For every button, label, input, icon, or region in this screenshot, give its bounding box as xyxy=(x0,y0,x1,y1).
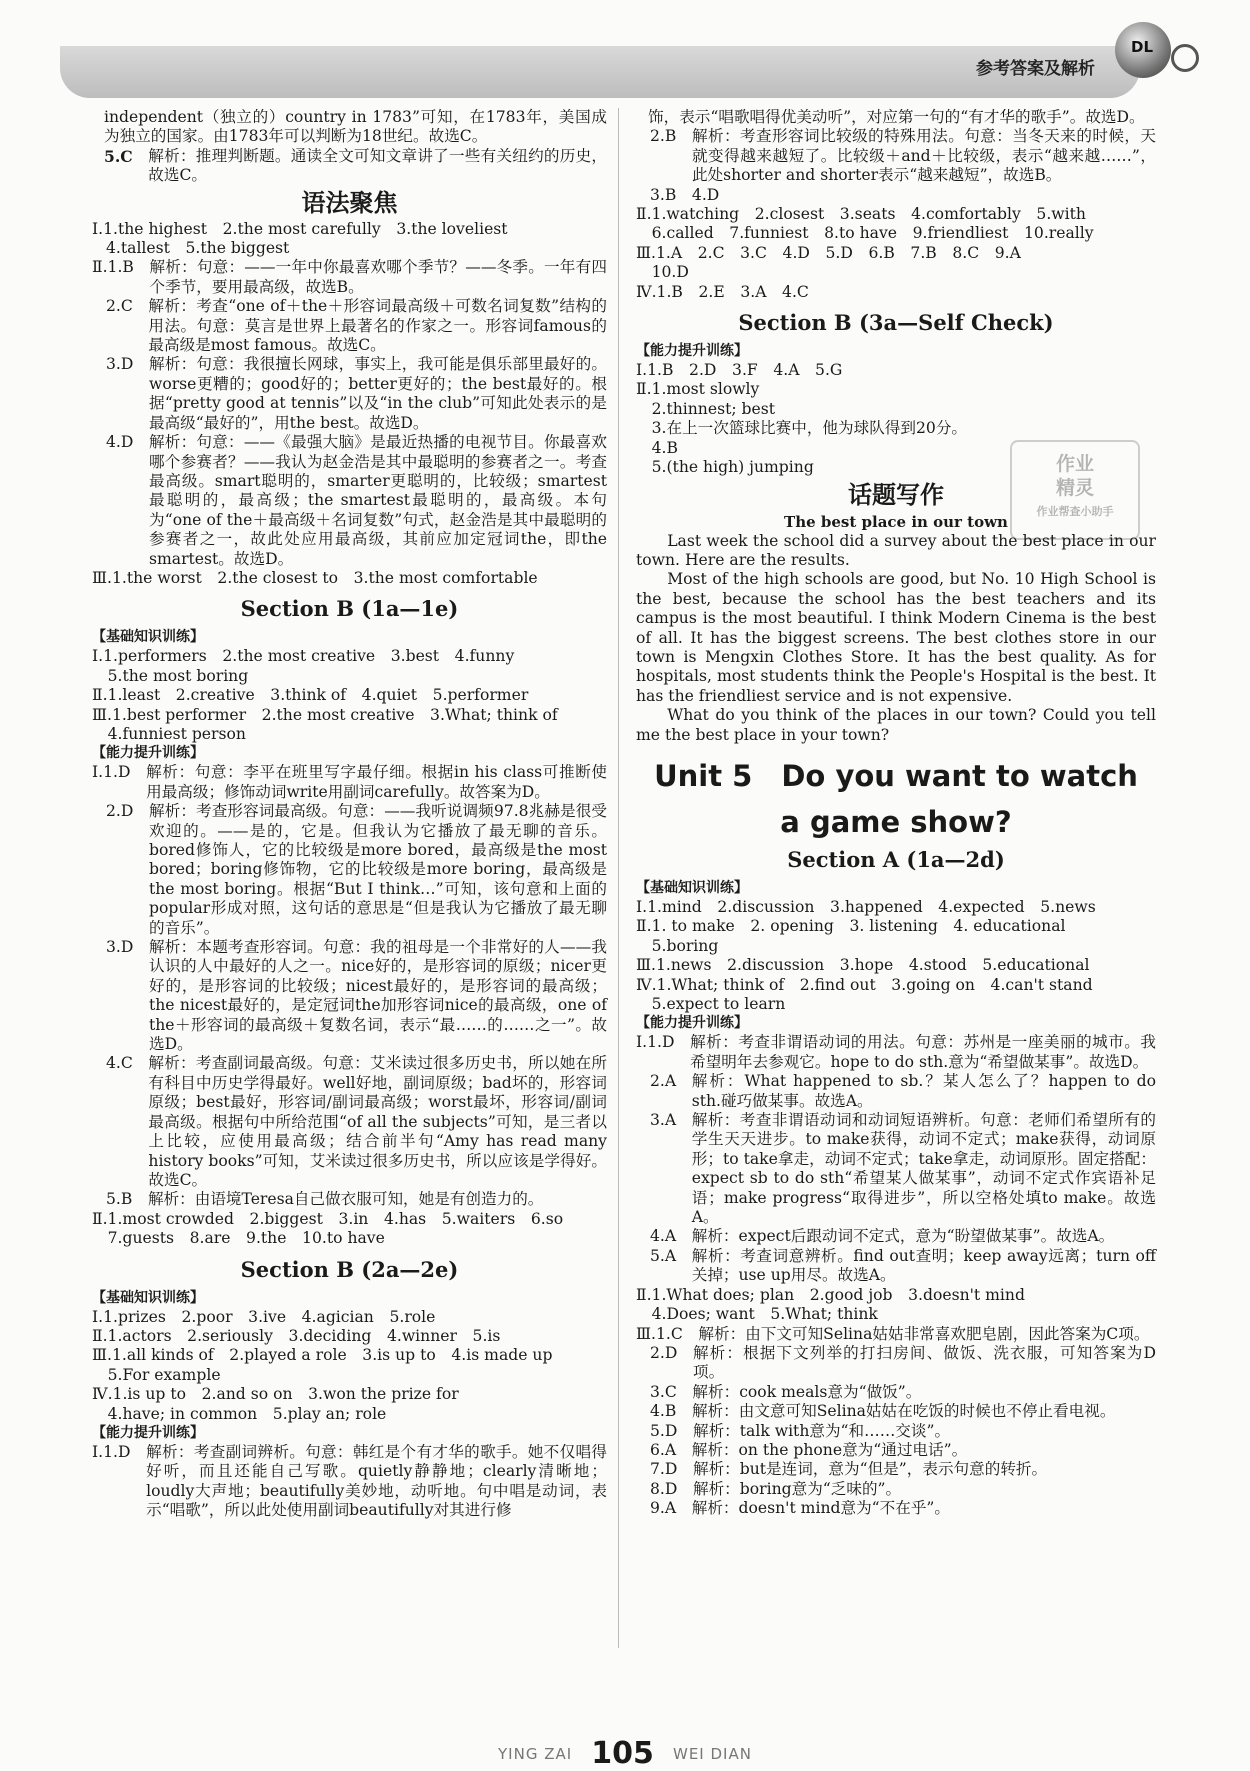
answer-item: 3.A 解析：考查非谓语动词和动词短语辨析。句意：老师们希望所有的学生天天进步。to make获得，动词不定式；make获得，动词原形；to take拿走，动词不定式；take拿走，动词原形。固定搭配：expect sb to do sth“希望某人做某事”，动词不定式作宾语补足语；make progress“取得进步”，所以空格处填to make。故选A。 xyxy=(650,1111,1156,1227)
answer-line: 4.Does; want 5.What; think xyxy=(636,1305,878,1324)
answer-item: 5.A 解析：考查词意辨析。find out查明；keep away远离；turn off关掉；use up用尽。故选A。 xyxy=(650,1246,1156,1285)
ability-tag: 【能力提升训练】 xyxy=(92,745,204,762)
answer-line: Ⅰ.1.prizes 2.poor 3.ive 4.agician 5.role xyxy=(92,1307,436,1326)
page-footer xyxy=(0,1736,1250,1771)
answer-line: Ⅲ.1.all kinds of 2.played a role 3.is up to 4.is made up xyxy=(92,1346,553,1365)
writing-heading: 话题写作 xyxy=(848,480,944,509)
ability-tag: 【能力提升训练】 xyxy=(636,1015,748,1032)
intro-text: independent（独立的）country in 1783”可知，在1783年，美国成为独立的国家。由1783年可以判断为18世纪。故选C。 xyxy=(104,108,607,146)
section-heading: Section B (1a—1e) xyxy=(240,596,459,622)
section-heading: Section A (1a—2d) xyxy=(787,846,1005,872)
answer-item: 2.D 解析：考查形容词最高级。句意：——我听说调频97.8兆赫是很受欢迎的。——是的，它是。但我认为它播放了最无聊的音乐。bored修饰人，它的比较级是more bored，最高级是the most bored；boring修饰物，它的比较级是more boring，最高级是the most boring。根据“But I think…”可知，该句意和上面的popular形成对照，这句话的意思是“但是我认为它播放了最无聊的音乐”。 xyxy=(106,802,607,937)
answer-line: 3.在上一次篮球比赛中，他为球队得到20分。 xyxy=(636,419,968,438)
answer-line: 3.B 4.D xyxy=(650,185,720,204)
essay-title: The best place in our town xyxy=(784,512,1008,531)
footer-right: WEI DIAN xyxy=(673,1744,752,1763)
answer-line: Ⅱ.1.watching 2.closest 3.seats 4.comfortably 5.with xyxy=(636,205,1086,224)
answer-item: 3.D 解析：本题考查形容词。句意：我的祖母是一个非常好的人——我认识的人中最好的人之一。nice好的，是形容词的原级；nicer更好的，是形容词的比较级；nicest最好的，是形容词的最高级；the nicest最好的，是定冠词the加形容词nice的最高级，one of the＋形容词的最高级＋复数名词，表示“最……的……之一”。故选D。 xyxy=(106,938,607,1054)
page-number: 105 xyxy=(591,1736,654,1771)
dl-logo-icon: DL xyxy=(1095,14,1205,84)
answer-item: 7.D 解析：but是连词，意为“但是”，表示句意的转折。 xyxy=(650,1460,1048,1479)
section-heading: Section B (3a—Self Check) xyxy=(738,310,1054,336)
answer-line: 5.For example xyxy=(92,1365,221,1384)
column-divider xyxy=(618,108,619,1648)
answer-line: Ⅲ.1.news 2.discussion 3.hope 4.stood 5.educational xyxy=(636,956,1090,975)
section-heading: Section B (2a—2e) xyxy=(240,1256,459,1282)
answer-item: 3.D 解析：句意：我很擅长网球，事实上，我可能是俱乐部里最好的。worse更糟的；good好的；better更好的；the best最好的。根据“pretty good at tennis”以及“in the club”可知此处表示的是最高级“最好的”，用the best。故选D。 xyxy=(106,355,607,432)
answer-item: 4.D 解析：句意：——《最强大脑》是最近热播的电视节目。你最喜欢哪个参赛者？——我认为赵金浩是其中最聪明的参赛者之一。考查最高级。smart聪明的，smarter更聪明的，比较级；smartest最聪明的，最高级；the smartest最聪明的，最高级。本句为“one of the＋最高级＋名词复数”句式，赵金浩是其中最聪明的参赛者之一，故此处应用最高级，其前应加定冠词the，即the smartest。故选D。 xyxy=(106,433,607,568)
answer-line: Ⅱ.1. to make 2. opening 3. listening 4. educational xyxy=(636,917,1066,936)
answer-line: 6.called 7.funniest 8.to have 9.friendliest 10.really xyxy=(636,224,1094,243)
unit-title-line2: a game show? xyxy=(780,804,1012,839)
ability-tag: 【能力提升训练】 xyxy=(92,1424,204,1441)
answer-line: 4.tallest 5.the biggest xyxy=(106,239,290,258)
answer-item: 3.C 解析：cook meals意为“做饭”。 xyxy=(650,1382,922,1401)
answer-line: Ⅲ.1.A 2.C 3.C 4.D 5.D 6.B 7.B 8.C 9.A xyxy=(636,243,1021,262)
answer-line: Ⅳ.1.is up to 2.and so on 3.won the prize for xyxy=(92,1385,459,1404)
answer-line: 5.(the high) jumping xyxy=(636,458,814,477)
answer-item: Ⅰ.1.D 解析：考查副词辨析。句意：韩红是个有才华的歌手。她不仅唱得好听，而且还能自己写歌。quietly静静地；clearly清晰地；loudly大声地；beautifully美妙地，动听地。句中唱是动词，表示“唱歌”，所以此处使用副词beautifully对其进行修 xyxy=(92,1442,607,1520)
continued-text: 饰，表示“唱歌唱得优美动听”，对应第一句的“有才华的歌手”。故选D。 xyxy=(648,108,1145,126)
answer-line: Ⅰ.1.mind 2.discussion 3.happened 4.expected 5.news xyxy=(636,897,1096,916)
answer-line: Ⅰ.1.the highest 2.the most carefully 3.the loveliest xyxy=(92,219,508,238)
answer-item: 2.A 解析：What happened to sb.？某人怎么了？happen to do sth.碰巧做某事。故选A。 xyxy=(650,1072,1156,1110)
answer-item: 2.C 解析：考查“one of＋the＋形容词最高级＋可数名词复数”结构的用法。句意：莫言是世界上最著名的作家之一。形容词famous的最高级是most famous。故选C。 xyxy=(106,297,607,355)
answer-item: Ⅱ.1.B 解析：句意：——一年中你最喜欢哪个季节？——冬季。一年有四个季节，要用最高级，故选B。 xyxy=(92,258,607,296)
answer-item: 4.C 解析：考查副词最高级。句意：艾米读过很多历史书，所以她在所有科目中历史学得最好。well好地，副词原级；bad坏的，形容词原级；best最好，形容词/副词最高级；worst最坏，形容词/副词最高级。根据句中所给范围“of all the subjects”可知，是三者以上比较，应使用最高级；结合前半句“Amy has read many history books”可知，艾米读过很多历史书，所以应该是学得好。故选C。 xyxy=(106,1054,607,1189)
answer-item: 8.D 解析：boring意为“乏味的”。 xyxy=(650,1479,902,1498)
ability-tag: 【能力提升训练】 xyxy=(636,343,748,360)
answer-line: 2.thinnest; best xyxy=(636,399,776,418)
answer-item: 9.A 解析：doesn't mind意为“不在乎”。 xyxy=(650,1499,950,1518)
answer-line: 5.the most boring xyxy=(92,666,249,685)
answer-line: Ⅳ.1.B 2.E 3.A 4.C xyxy=(636,282,809,301)
answer-line: 4.B xyxy=(636,438,678,457)
footer-left: YING ZAI xyxy=(498,1744,573,1763)
answer-item: 5.D 解析：talk with意为“和……交谈”。 xyxy=(650,1421,951,1440)
answer-line: 5.boring xyxy=(636,936,719,955)
grammar-heading: 语法聚焦 xyxy=(301,188,398,217)
answer-item: Ⅰ.1.D 解析：考查非谓语动词的用法。句意：苏州是一座美丽的城市。我希望明年去参观它。hope to do sth.意为“希望做某事”。故选D。 xyxy=(636,1033,1156,1071)
answer-line: 4.have; in common 5.play an; role xyxy=(92,1404,387,1423)
answer-line: 7.guests 8.are 9.the 10.to have xyxy=(92,1229,385,1248)
basic-tag: 【基础知识训练】 xyxy=(92,1289,204,1306)
watermark-stamp: 作业 精灵 作业帮查小助手 xyxy=(1010,440,1140,540)
basic-tag: 【基础知识训练】 xyxy=(92,629,204,646)
unit-title: Unit 5 Do you want to watch xyxy=(654,758,1138,793)
right-column xyxy=(636,108,1156,1519)
answer-line: 5.expect to learn xyxy=(636,995,786,1013)
answer-line: 4.funniest person xyxy=(92,724,246,743)
answer-line: Ⅱ.1.most crowded 2.biggest 3.in 4.has 5.waiters 6.so xyxy=(92,1209,564,1228)
answer-line: Ⅱ.1.actors 2.seriously 3.deciding 4.winner 5.is xyxy=(92,1326,501,1345)
answer-item: 5.B 解析：由语境Teresa自己做衣服可知，她是有创造力的。 xyxy=(106,1190,544,1209)
answer-line: Ⅰ.1.B 2.D 3.F 4.A 5.G xyxy=(636,361,843,380)
answer-line: Ⅱ.1.most slowly xyxy=(636,380,760,399)
answer-item: 2.B 解析：考查形容词比较级的特殊用法。句意：当冬天来的时候，天就变得越来越短了。比较级＋and＋比较级，表示“越来越……”，此处shorter and shorter表示“越来越短”，故选B。 xyxy=(650,127,1156,185)
answer-line: Ⅱ.1.What does; plan 2.good job 3.doesn't mind xyxy=(636,1285,1025,1304)
essay-paragraph: Last week the school did a survey about the best place in our town. Here are the results. xyxy=(636,531,1156,569)
answer-line: Ⅳ.1.What; think of 2.find out 3.going on 4.can't stand xyxy=(636,975,1093,994)
header-title: 参考答案及解析 xyxy=(976,59,1095,79)
essay-paragraph: Most of the high schools are good, but No. 10 High School is the best, because the school has the best teachers and its campus is the most beautiful. I think Modern Cinema is the best of all. It has the biggest screens. The best clothes store in our town is Mengxin Clothes Store. It has the best quality. As for hospitals, most students think the People's Hospital is the best. It has the friendliest service and is not expensive. xyxy=(636,570,1156,705)
left-column xyxy=(92,108,607,1521)
basic-tag: 【基础知识训练】 xyxy=(636,879,748,896)
answer-line: Ⅲ.1.best performer 2.the most creative 3.What; think of xyxy=(92,705,558,724)
answer-line: Ⅰ.1.performers 2.the most creative 3.best 4.funny xyxy=(92,647,515,666)
answer-item: 4.B 解析：由文意可知Selina姑姑在吃饭的时候也不停止看电视。 xyxy=(650,1402,1116,1421)
answer-line: Ⅱ.1.least 2.creative 3.think of 4.quiet 5.performer xyxy=(92,686,529,705)
answer-item: Ⅰ.1.D 解析：句意：李平在班里写字最仔细。根据in his class可推断使用最高级；修饰动词write用副词carefully。故答案为D。 xyxy=(92,763,607,801)
answer-item: 5.C 解析：推理判断题。通读全文可知文章讲了一些有关纽约的历史，故选C。 xyxy=(104,146,607,185)
answer-line: Ⅲ.1.the worst 2.the closest to 3.the most comfortable xyxy=(92,568,538,587)
answer-line: 10.D xyxy=(636,263,689,282)
answer-item: Ⅲ.1.C 解析：由下文可知Selina姑姑非常喜欢肥皂剧，因此答案为C项。 xyxy=(636,1324,1150,1343)
answer-item: 2.D 解析：根据下文列举的打扫房间、做饭、洗衣服，可知答案为D项。 xyxy=(650,1343,1156,1382)
answer-item: 4.A 解析：expect后跟动词不定式，意为“盼望做某事”。故选A。 xyxy=(650,1227,1115,1246)
answer-item: 6.A 解析：on the phone意为“通过电话”。 xyxy=(650,1440,968,1459)
essay-paragraph: What do you think of the places in our town? Could you tell me the best place in your town? xyxy=(636,706,1156,744)
